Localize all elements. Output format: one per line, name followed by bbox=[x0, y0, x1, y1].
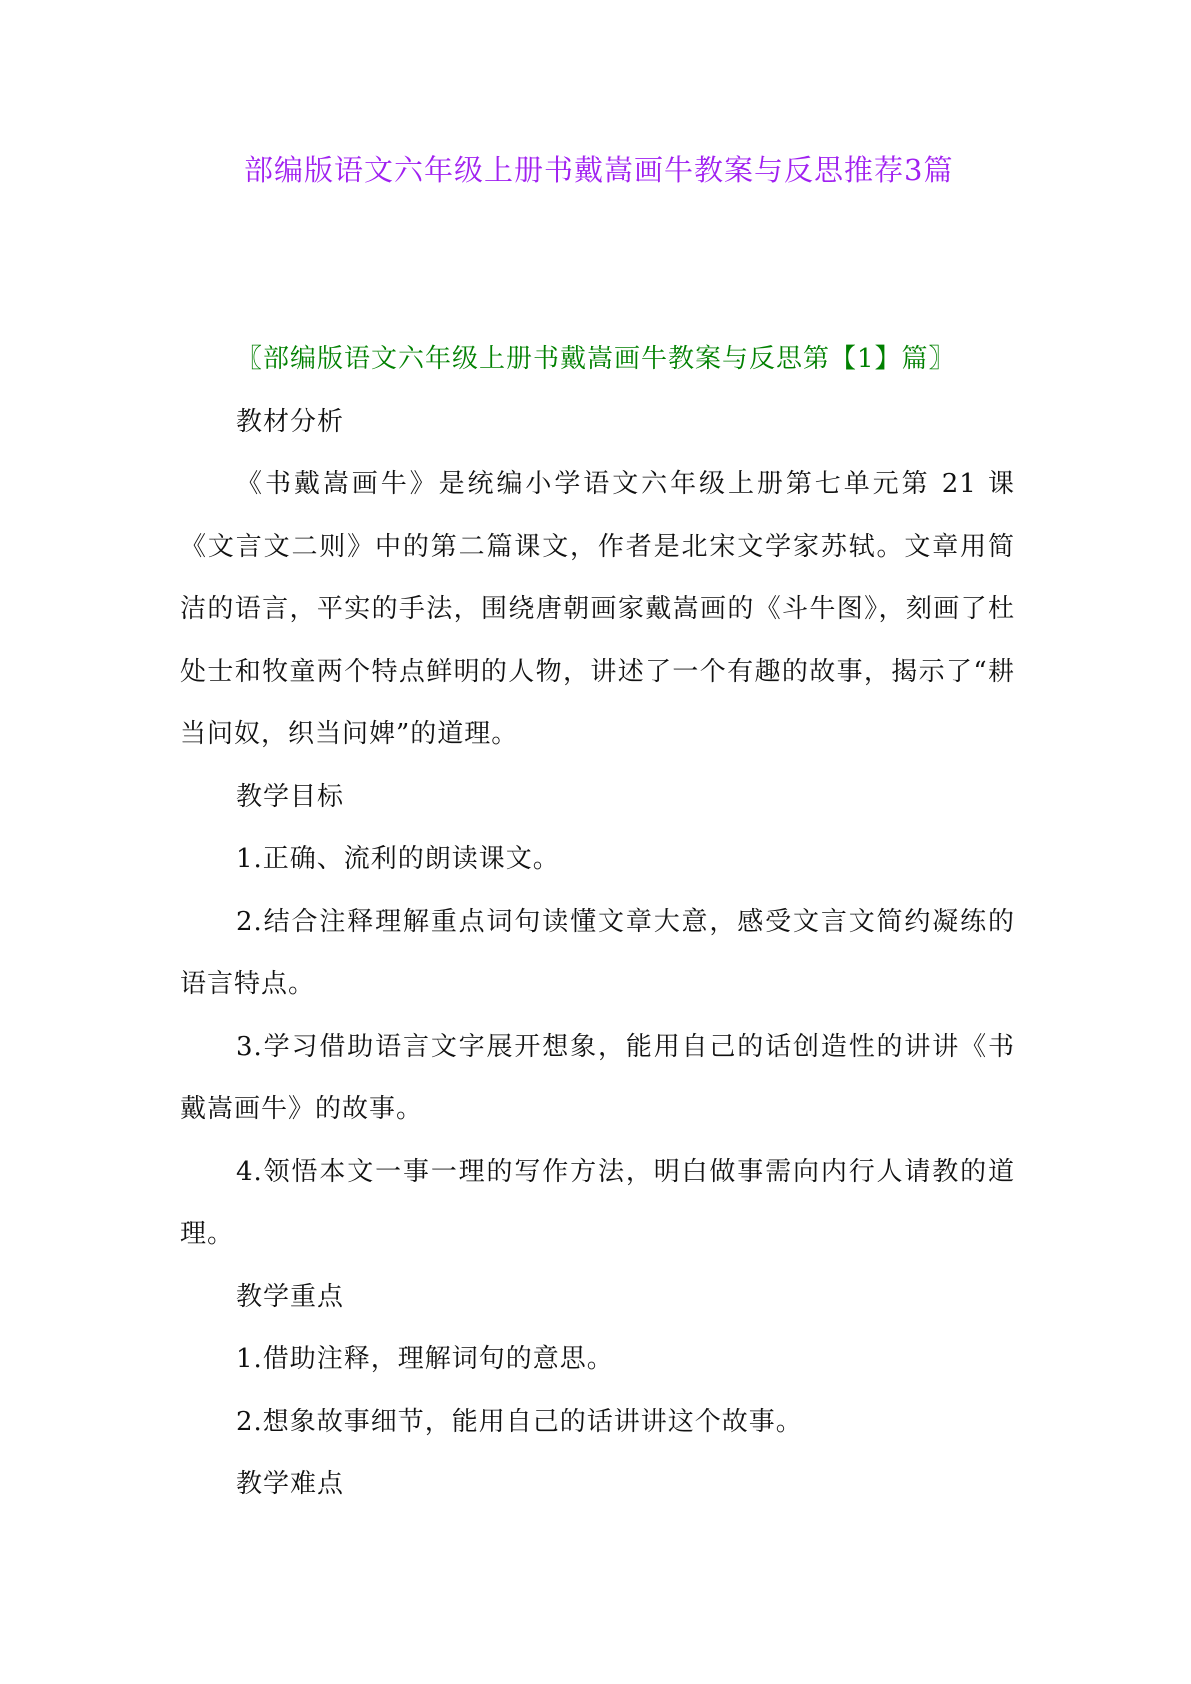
heading-teaching-goals: 教学目标 bbox=[236, 781, 345, 812]
heading-teaching-difficulty: 教学难点 bbox=[236, 1469, 345, 1499]
goal-item-2: 2.结合注释理解重点词句读懂文章大意，感受文言文简约凝练的语言特点。 bbox=[180, 906, 1015, 999]
document-body bbox=[180, 328, 1015, 1516]
goal-item-3: 3.学习借助语言文字展开想象，能用自己的话创造性的讲讲《书戴嵩画牛》的故事。 bbox=[180, 1031, 1015, 1124]
section-heading: 〖部编版语文六年级上册书戴嵩画牛教案与反思第【1】篇〗 bbox=[236, 344, 956, 374]
goal-item-4: 4.领悟本文一事一理的写作方法，明白做事需向内行人请教的道理。 bbox=[180, 1156, 1015, 1249]
document-title: 部编版语文六年级上册书戴嵩画牛教案与反思推荐3篇 bbox=[244, 153, 954, 187]
focus-item-1: 1.借助注释，理解词句的意思。 bbox=[236, 1344, 614, 1374]
paragraph-textbook-analysis: 《书戴嵩画牛》是统编小学语文六年级上册第七单元第 21 课《文言文二则》中的第二篇课文，作者是北宋文学家苏轼。文章用简洁的语言，平实的手法，围绕唐朝画家戴嵩画的《斗牛图》，刻画了杜处士和牧童两个特点鲜明的人物，讲述了一个有趣的故事，揭示了“耕当问奴，织当问婢”的道理。 bbox=[180, 469, 1015, 749]
heading-textbook-analysis: 教材分析 bbox=[236, 406, 345, 437]
focus-item-2: 2.想象故事细节，能用自己的话讲讲这个故事。 bbox=[236, 1406, 803, 1437]
goal-item-1: 1.正确、流利的朗读课文。 bbox=[236, 844, 560, 874]
heading-teaching-focus: 教学重点 bbox=[236, 1281, 345, 1312]
